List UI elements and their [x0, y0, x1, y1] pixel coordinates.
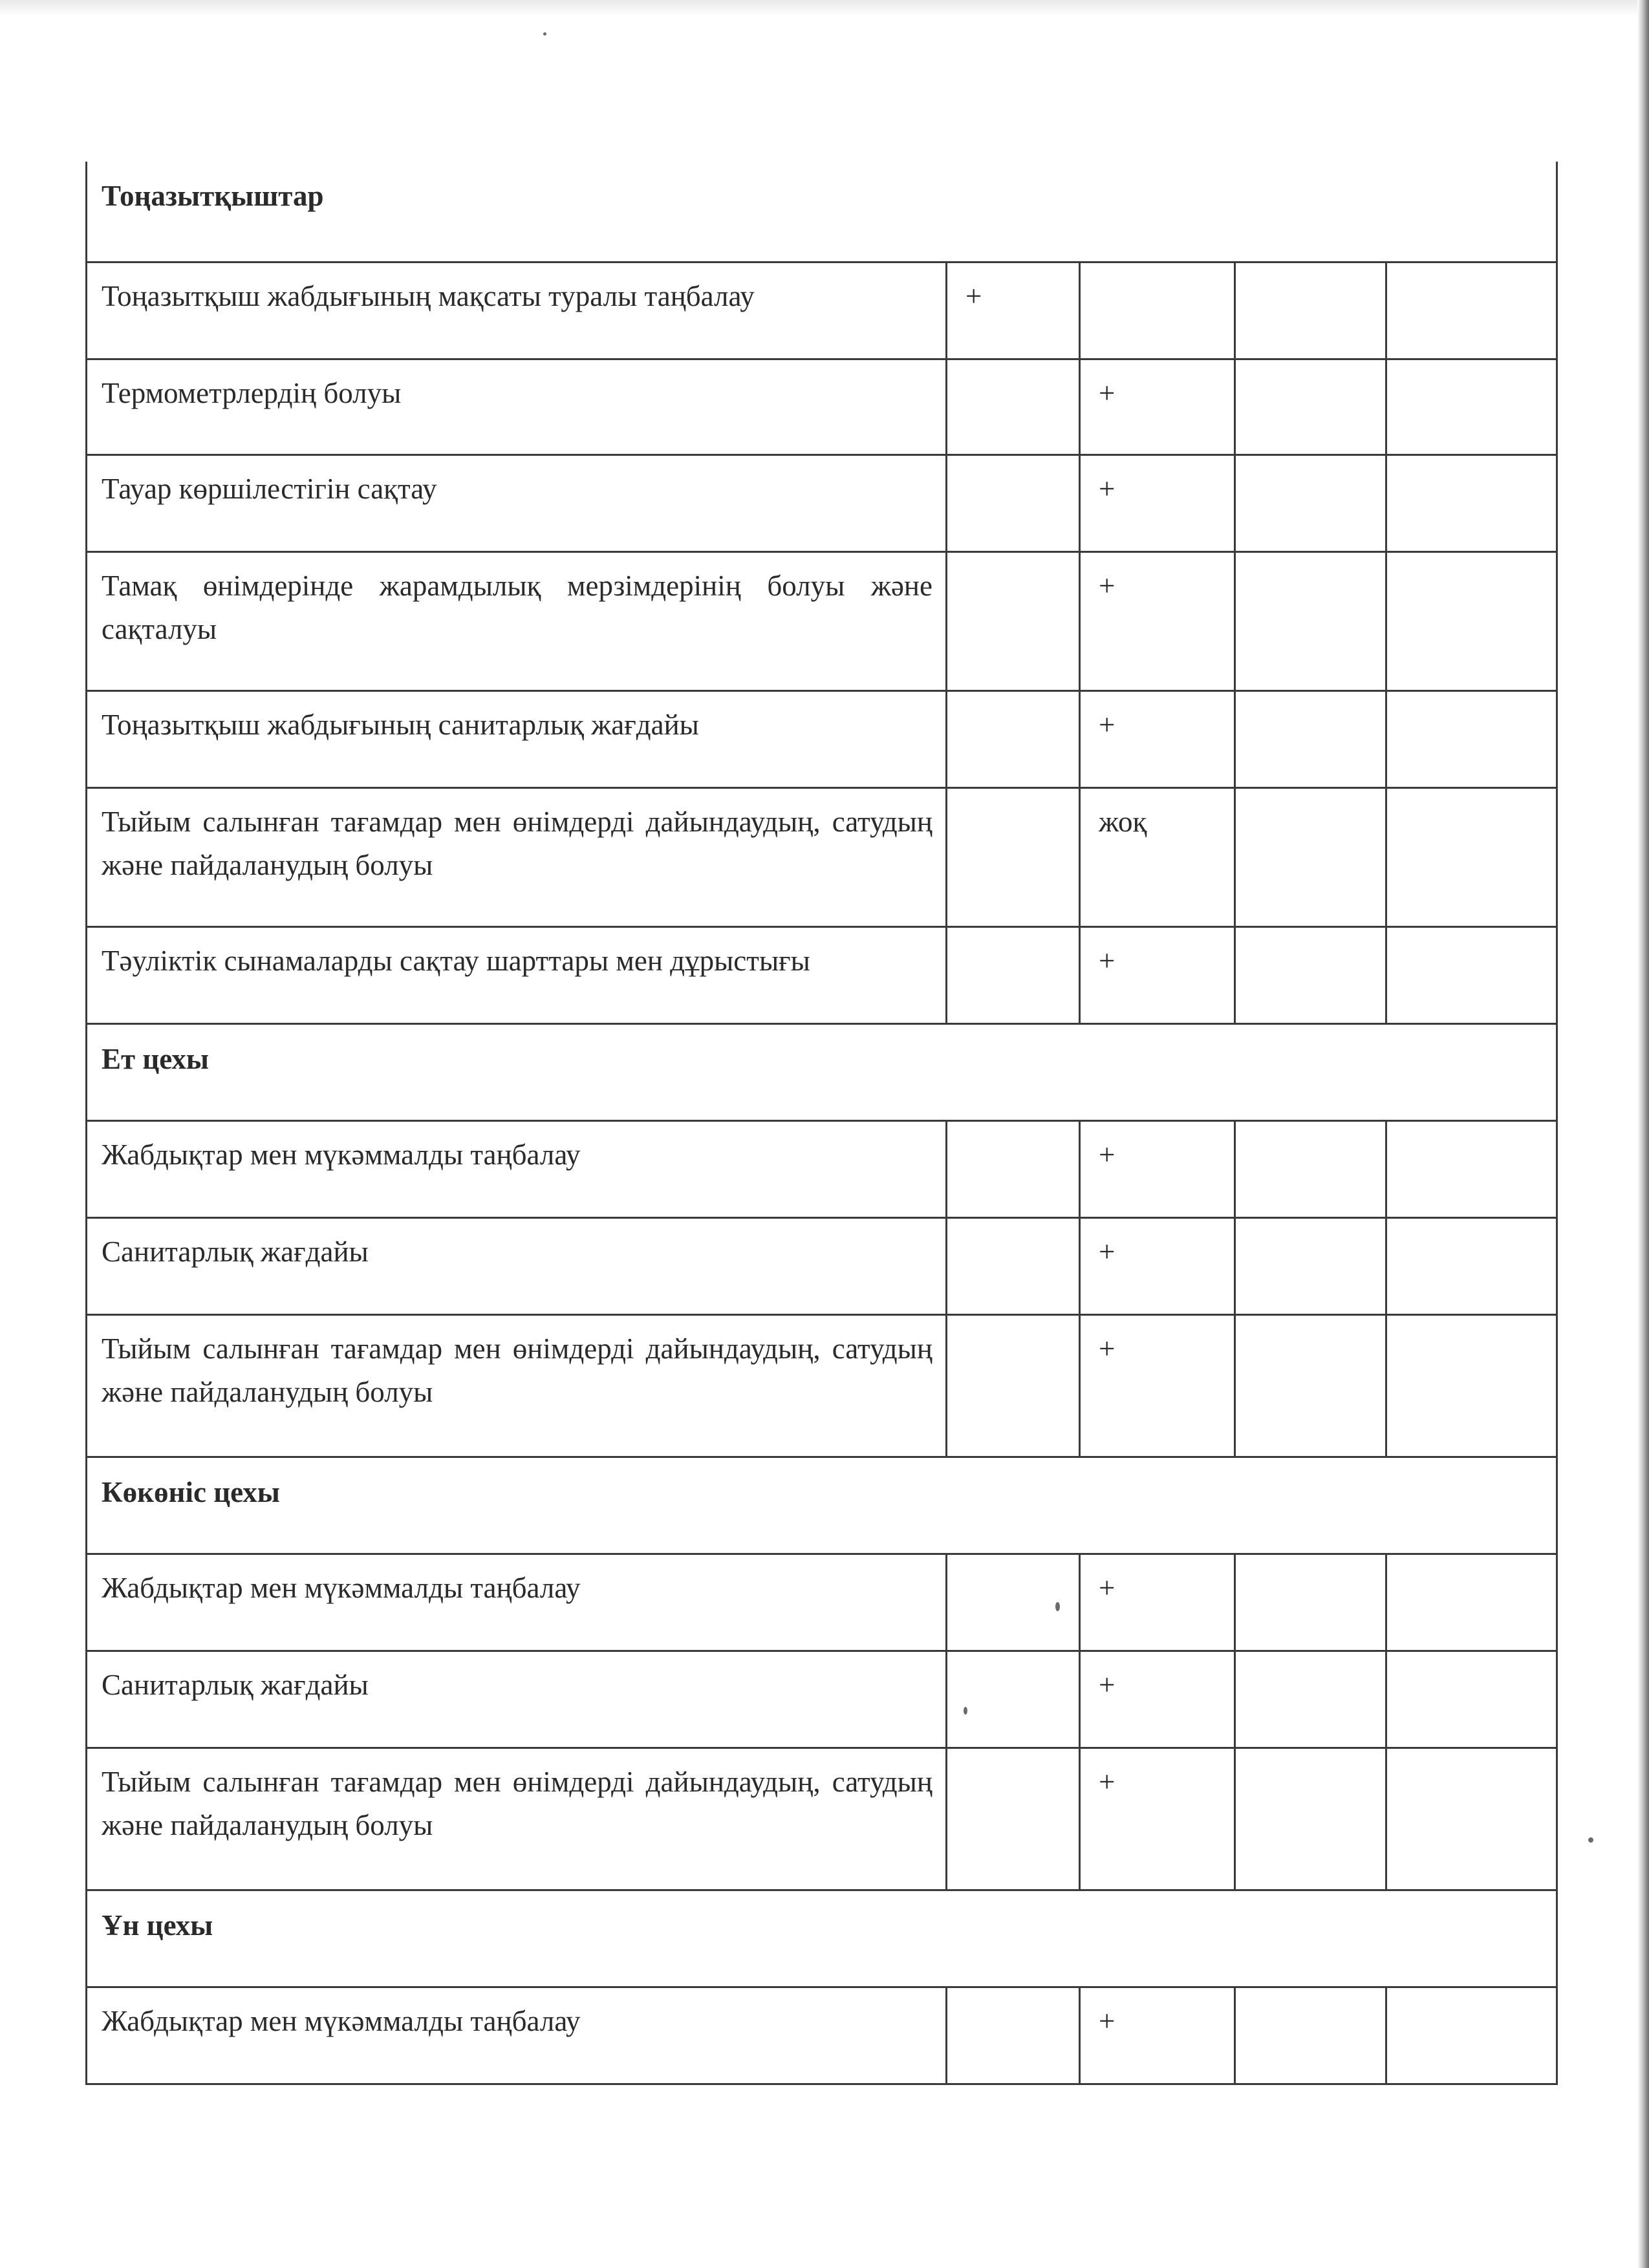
mark-cell-col-4 — [1386, 551, 1557, 690]
table-row — [87, 1748, 1557, 1890]
scan-speck — [1055, 1602, 1060, 1611]
checklist-item-text: Санитарлық жағдайы — [87, 1217, 947, 1314]
mark-cell-col-2: + — [1080, 1554, 1235, 1651]
scan-shadow-right — [1637, 0, 1649, 2268]
mark-cell-col-2: + — [1080, 1120, 1235, 1217]
mark-cell-col-4 — [1386, 1987, 1557, 2084]
mark-cell-col-1 — [947, 1314, 1080, 1457]
section-header-row — [87, 1457, 1557, 1554]
table-row — [87, 1987, 1557, 2084]
mark-cell-col-1 — [947, 1554, 1080, 1651]
mark-cell-col-1 — [947, 787, 1080, 926]
mark-cell-col-2: + — [1080, 926, 1235, 1023]
mark-cell-col-1 — [947, 1987, 1080, 2084]
table-row — [87, 551, 1557, 690]
mark-cell-col-1 — [947, 455, 1080, 551]
mark-cell-col-3 — [1235, 926, 1386, 1023]
mark-cell-col-2: + — [1080, 1651, 1235, 1748]
mark-cell-col-3 — [1235, 455, 1386, 551]
checklist-item-text: Тауар көршілестігін сақтау — [87, 455, 947, 551]
checklist-item-text: Тоңазытқыш жабдығының мақсаты туралы таңбалау — [87, 262, 947, 359]
mark-cell-col-2: жоқ — [1080, 787, 1235, 926]
section-header-row — [87, 162, 1557, 262]
table-row — [87, 359, 1557, 455]
mark-cell-col-2: + — [1080, 690, 1235, 787]
section-title: Тоңазытқыштар — [87, 162, 1557, 262]
mark-cell-col-2: + — [1080, 455, 1235, 551]
checklist-item-text: Санитарлық жағдайы — [87, 1651, 947, 1748]
mark-cell-col-2: + — [1080, 1748, 1235, 1890]
mark-cell-col-2: + — [1080, 359, 1235, 455]
mark-cell-col-3 — [1235, 690, 1386, 787]
checklist-item-text: Тамақ өнімдерінде жарамдылық мерзімдерінің болуы және сақталуы — [87, 551, 947, 690]
mark-cell-col-1 — [947, 690, 1080, 787]
mark-cell-col-3 — [1235, 1748, 1386, 1890]
inspection-checklist-table — [85, 162, 1558, 2085]
table-row — [87, 1554, 1557, 1651]
mark-cell-col-1 — [947, 1748, 1080, 1890]
mark-cell-col-1 — [947, 926, 1080, 1023]
checklist-item-text: Жабдықтар мен мүкәммалды таңбалау — [87, 1987, 947, 2084]
mark-cell-col-3 — [1235, 1120, 1386, 1217]
mark-cell-col-1 — [947, 1120, 1080, 1217]
mark-cell-col-2: + — [1080, 1217, 1235, 1314]
mark-cell-col-2: + — [1080, 1987, 1235, 2084]
section-header-row — [87, 1890, 1557, 1987]
scan-speck — [964, 1707, 967, 1715]
mark-cell-col-4 — [1386, 926, 1557, 1023]
mark-cell-col-1: + — [947, 262, 1080, 359]
table-row — [87, 787, 1557, 926]
checklist-item-text: Термометрлердің болуы — [87, 359, 947, 455]
section-title: Ет цехы — [87, 1023, 1557, 1120]
mark-cell-col-3 — [1235, 1987, 1386, 2084]
mark-cell-col-4 — [1386, 1651, 1557, 1748]
section-title: Ұн цехы — [87, 1890, 1557, 1987]
mark-cell-col-4 — [1386, 262, 1557, 359]
mark-cell-col-1 — [947, 551, 1080, 690]
mark-cell-col-2: + — [1080, 1314, 1235, 1457]
mark-cell-col-3 — [1235, 262, 1386, 359]
mark-cell-col-4 — [1386, 1120, 1557, 1217]
mark-cell-col-1 — [947, 1217, 1080, 1314]
mark-cell-col-4 — [1386, 1314, 1557, 1457]
table-row — [87, 1651, 1557, 1748]
mark-cell-col-3 — [1235, 1217, 1386, 1314]
mark-cell-col-4 — [1386, 1748, 1557, 1890]
table-row — [87, 262, 1557, 359]
mark-cell-col-4 — [1386, 1554, 1557, 1651]
scan-shadow-top — [0, 0, 1649, 17]
checklist-item-text: Жабдықтар мен мүкәммалды таңбалау — [87, 1120, 947, 1217]
mark-cell-col-3 — [1235, 359, 1386, 455]
checklist-item-text: Тоңазытқыш жабдығының санитарлық жағдайы — [87, 690, 947, 787]
mark-cell-col-3 — [1235, 1651, 1386, 1748]
mark-cell-col-4 — [1386, 1217, 1557, 1314]
mark-cell-col-4 — [1386, 690, 1557, 787]
checklist-item-text: Тыйым салынған тағамдар мен өнімдерді дайындаудың, сатудың және пайдаланудың болуы — [87, 1748, 947, 1890]
table-row — [87, 1314, 1557, 1457]
table-row — [87, 1217, 1557, 1314]
scan-speck — [1588, 1837, 1593, 1843]
checklist-item-text: Жабдықтар мен мүкәммалды таңбалау — [87, 1554, 947, 1651]
mark-cell-col-1 — [947, 359, 1080, 455]
table-row — [87, 926, 1557, 1023]
checklist-item-text: Тәуліктік сынамаларды сақтау шарттары мен дұрыстығы — [87, 926, 947, 1023]
mark-cell-col-2: + — [1080, 551, 1235, 690]
mark-cell-col-2 — [1080, 262, 1235, 359]
mark-cell-col-1 — [947, 1651, 1080, 1748]
mark-cell-col-3 — [1235, 551, 1386, 690]
section-header-row — [87, 1023, 1557, 1120]
mark-cell-col-4 — [1386, 787, 1557, 926]
mark-cell-col-3 — [1235, 1314, 1386, 1457]
checklist-item-text: Тыйым салынған тағамдар мен өнімдерді дайындаудың, сатудың және пайдаланудың болуы — [87, 787, 947, 926]
table-row — [87, 690, 1557, 787]
scan-speck — [543, 32, 546, 36]
mark-cell-col-4 — [1386, 455, 1557, 551]
table-row — [87, 1120, 1557, 1217]
section-title: Көкөніс цехы — [87, 1457, 1557, 1554]
checklist-item-text: Тыйым салынған тағамдар мен өнімдерді дайындаудың, сатудың және пайдаланудың болуы — [87, 1314, 947, 1457]
mark-cell-col-3 — [1235, 787, 1386, 926]
mark-cell-col-3 — [1235, 1554, 1386, 1651]
mark-cell-col-4 — [1386, 359, 1557, 455]
table-row — [87, 455, 1557, 551]
